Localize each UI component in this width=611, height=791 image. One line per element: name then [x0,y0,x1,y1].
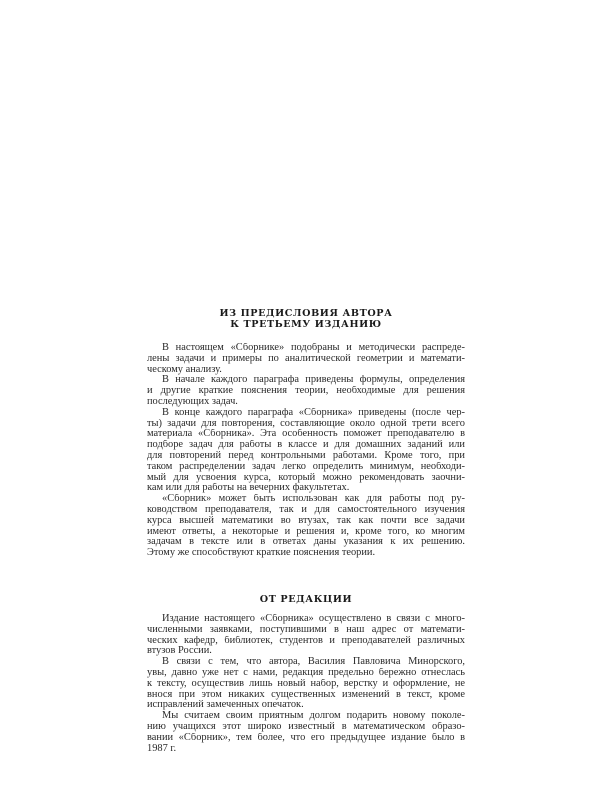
text-line: исправлений замеченных опечаток. [147,700,304,711]
text-line: вании «Сборник», тем более, что его предыдущее издание было в [147,732,465,743]
text-line: В конце каждого параграфа «Сборника» приведены (после чер- [162,407,465,418]
text-line: ководством преподавателя, так и для самостоятельного изучения [147,504,465,515]
text-line: Издание настоящего «Сборника» осуществлено в связи с много- [162,614,465,624]
text-line: втузов России. [147,646,212,657]
text-line: Мы считаем своим приятным долгом подарить новому поколе- [162,711,465,722]
text-line: мый для усвоения курса, который можно рекомендовать заочни- [147,472,465,483]
text-line: лены задачи и примеры по аналитической геометрии и математи- [147,353,465,364]
preface-body [147,343,465,559]
preface-paragraph [147,375,465,407]
editorial-heading-line-1: ОТ РЕДАКЦИИ [259,594,353,605]
text-line: и другие краткие пояснения теории, необходимые для решения [147,386,465,397]
document-page [147,0,465,791]
text-line: нию учащихся этот широко известный в математическом образо- [147,721,465,732]
text-line: курса высшей математики во втузах, так как почти все задачи [147,515,465,526]
text-line: В связи с тем, что автора, Василия Павловича Минорского, [162,657,465,668]
text-line: имеют ответы, а некоторые и решения и, кроме того, ко многим [147,526,465,537]
text-line: таком распределении задач легко определить минимум, необходи- [147,461,465,472]
preface-paragraph [147,343,465,375]
editorial-paragraph [147,614,465,657]
editorial-paragraph [147,711,465,754]
text-line: ческих кафедр, библиотек, студентов и преподавателей различных [147,635,465,646]
text-line: ты) задачи для повторения, составляющие около одной трети всего [147,418,465,429]
text-line: 1987 г. [147,743,177,754]
text-line: Этому же способствуют краткие пояснения теории. [147,548,376,559]
text-line: В начале каждого параграфа приведены формулы, определения [162,375,465,386]
text-line: подборе задач для работы в классе и для домашних заданий или [147,440,465,451]
preface-heading-line-1: ИЗ ПРЕДИСЛОВИЯ АВТОРА [219,308,393,319]
preface-paragraph [147,494,465,559]
text-line: В настоящем «Сборнике» подобраны и методически распреде- [162,343,465,353]
text-line: увы, давно уже нет с нами, редакция предельно бережно отнеслась [147,667,465,678]
text-line: задачам в тексте или в ответах даны указания к их решению. [147,537,465,548]
text-line: ческому анализу. [147,364,222,375]
editorial-heading [147,594,465,605]
preface-heading-line-2: К ТРЕТЬЕМУ ИЗДАНИЮ [230,319,382,330]
text-line: численными заявками, поступившими в наш адрес от математи- [147,624,465,635]
editorial-paragraph [147,657,465,711]
text-line: для повторений перед контрольными работами. Кроме того, при [147,450,465,461]
preface-heading [147,308,465,330]
text-line: внося при этом никаких существенных изменений в текст, кроме [147,689,465,700]
preface-paragraph [147,408,465,494]
text-line: к тексту, осуществив лишь новый набор, верстку и оформление, не [147,678,465,689]
text-line: последующих задач. [147,396,238,407]
text-line: «Сборник» может быть использован как для работы под ру- [162,494,465,505]
text-line: материала «Сборника». Эта особенность поможет преподавателю в [147,429,465,440]
editorial-body [147,614,465,754]
text-line: кам или для работы на вечерних факультетах. [147,483,350,494]
